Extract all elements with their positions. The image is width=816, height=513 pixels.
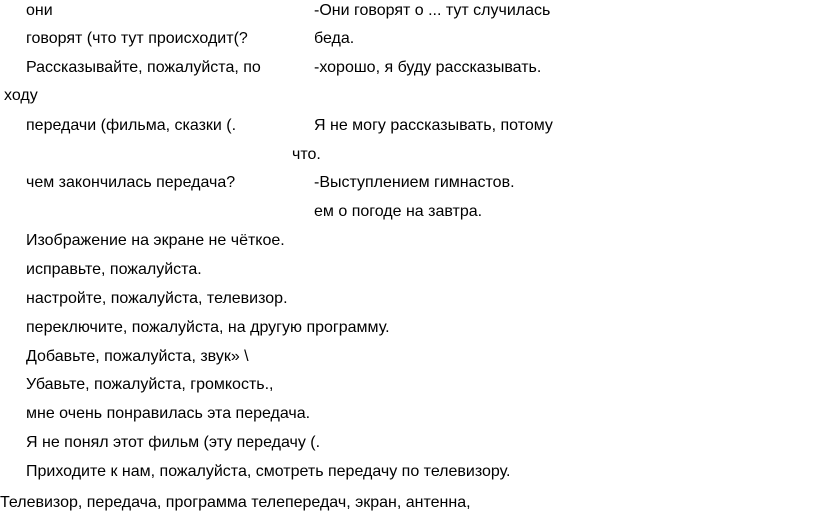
phrase-line-6: Убавьте, пожалуйста, громкость., [26, 376, 274, 393]
dialogue-left-line-5: передачи (фильма, сказки (. [26, 117, 237, 134]
phrase-line-7: мне очень понравилась эта передача. [26, 405, 311, 422]
phrase-line-1: Изображение на экране не чёткое. [26, 232, 285, 249]
dialogue-right-line-5: что. [292, 146, 321, 163]
phrase-line-4: переключите, пожалуйста, на другую программу. [26, 319, 390, 336]
phrase-line-3: настройте, пожалуйста, телевизор. [26, 290, 288, 307]
phrase-line-8: Я не понял этот фильм (эту передачу (. [26, 434, 321, 451]
phrase-line-9: Приходите к нам, пожалуйста, смотреть передачу по телевизору. [26, 463, 511, 480]
dialogue-right-line-2: беда. [314, 30, 355, 47]
vocabulary-line: Телевизор, передача, программа телепередач, экран, антенна, [0, 494, 471, 511]
dialogue-right-line-1: -Они говорят о ... тут случилась [314, 2, 551, 19]
dialogue-left-line-4: ходу [4, 87, 38, 104]
dialogue-left-line-2: говорят (что тут происходит(? [26, 30, 248, 47]
dialogue-right-line-6: -Выступлением гимнастов. [314, 174, 515, 191]
phrase-line-2: исправьте, пожалуйста. [26, 261, 202, 278]
dialogue-left-line-6: чем закончилась передача? [26, 174, 236, 191]
dialogue-right-line-3: -хорошо, я буду рассказывать. [314, 59, 542, 76]
dialogue-right-line-4: Я не могу рассказывать, потому [314, 117, 553, 134]
dialogue-left-line-1: они [26, 2, 53, 19]
dialogue-left-line-3: Рассказывайте, пожалуйста, по [26, 59, 261, 76]
phrase-line-5: Добавьте, пожалуйста, звук» \ [26, 348, 249, 365]
dialogue-right-line-7: ем о погоде на завтра. [314, 203, 483, 220]
